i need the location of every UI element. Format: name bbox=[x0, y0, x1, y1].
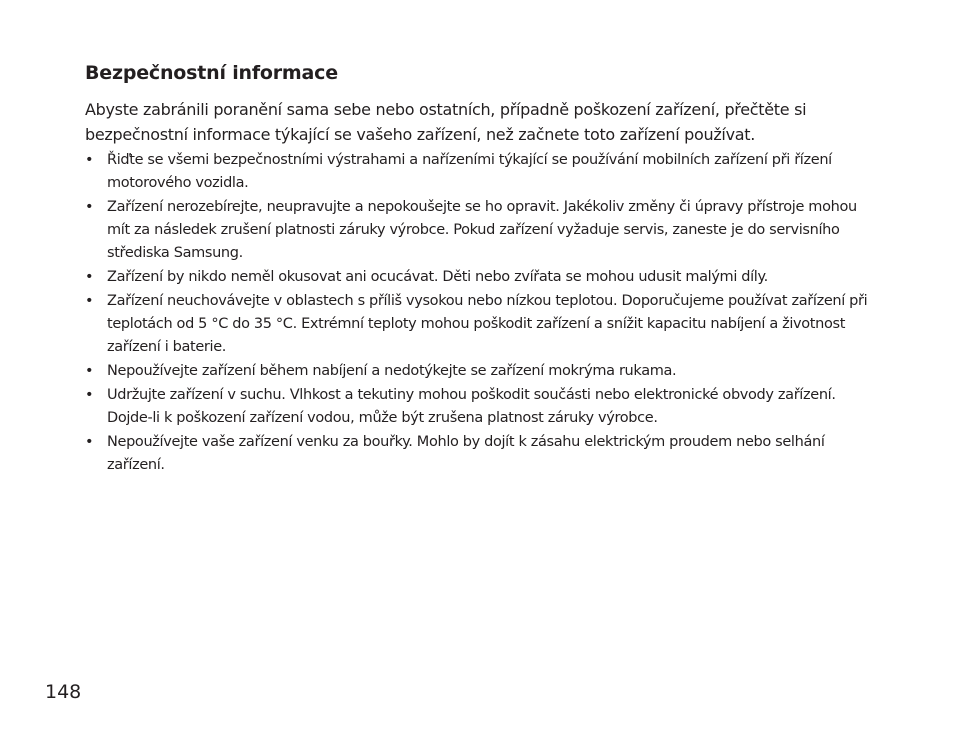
list-item bbox=[85, 196, 877, 265]
bullet-icon: • bbox=[85, 152, 94, 168]
list-item bbox=[85, 290, 877, 359]
list-item-text: Zařízení neuchovávejte v oblastech s příliš vysokou nebo nízkou teplotou. Doporučujeme používat zařízení při teplotách od 5 °C do 35 °C. Extrémní teploty mohou poškodit zařízení a snížit kapacitu nabíjení a životnost zařízení i baterie. bbox=[107, 293, 868, 355]
bullet-icon: • bbox=[85, 434, 94, 450]
bullet-icon: • bbox=[85, 269, 94, 285]
bullet-icon: • bbox=[85, 363, 94, 379]
intro-paragraph: Abyste zabránili poranění sama sebe nebo ostatních, případně poškození zařízení, přečtěte si bezpečnostní informace týkající se vašeho zařízení, než začnete toto zařízení používat. bbox=[85, 100, 807, 144]
page-number: 148 bbox=[45, 681, 82, 703]
bullet-icon: • bbox=[85, 199, 94, 215]
list-item bbox=[85, 431, 877, 477]
list-item-text: Zařízení by nikdo neměl okusovat ani ocucávat. Děti nebo zvířata se mohou udusit malými díly. bbox=[107, 269, 768, 285]
list-item-text: Zařízení nerozebírejte, neupravujte a nepokoušejte se ho opravit. Jakékoliv změny či úpravy přístroje mohou mít za následek zrušení platnosti záruky výrobce. Pokud zařízení vyžaduje servis, zaneste je do servisního střediska Samsung. bbox=[107, 199, 857, 261]
safety-section bbox=[85, 60, 885, 478]
list-item bbox=[85, 266, 877, 289]
list-item-text: Řiďte se všemi bezpečnostními výstrahami a nařízeními týkající se používání mobilních zařízení při řízení motorového vozidla. bbox=[107, 152, 832, 191]
list-item-text: Udržujte zařízení v suchu. Vlhkost a tekutiny mohou poškodit součásti nebo elektronické obvody zařízení. Dojde-li k poškození zařízení vodou, může být zrušena platnost záruky výrobce. bbox=[107, 387, 836, 426]
list-item-text: Nepoužívejte zařízení během nabíjení a nedotýkejte se zařízení mokrýma rukama. bbox=[107, 363, 677, 379]
bullet-icon: • bbox=[85, 293, 94, 309]
list-item bbox=[85, 149, 877, 195]
list-item bbox=[85, 360, 877, 383]
bullet-icon: • bbox=[85, 387, 94, 403]
safety-bullet-list bbox=[85, 149, 885, 477]
list-item bbox=[85, 384, 877, 430]
section-title: Bezpečnostní informace bbox=[85, 62, 338, 84]
list-item-text: Nepoužívejte vaše zařízení venku za bouřky. Mohlo by dojít k zásahu elektrickým proudem nebo selhání zařízení. bbox=[107, 434, 825, 473]
